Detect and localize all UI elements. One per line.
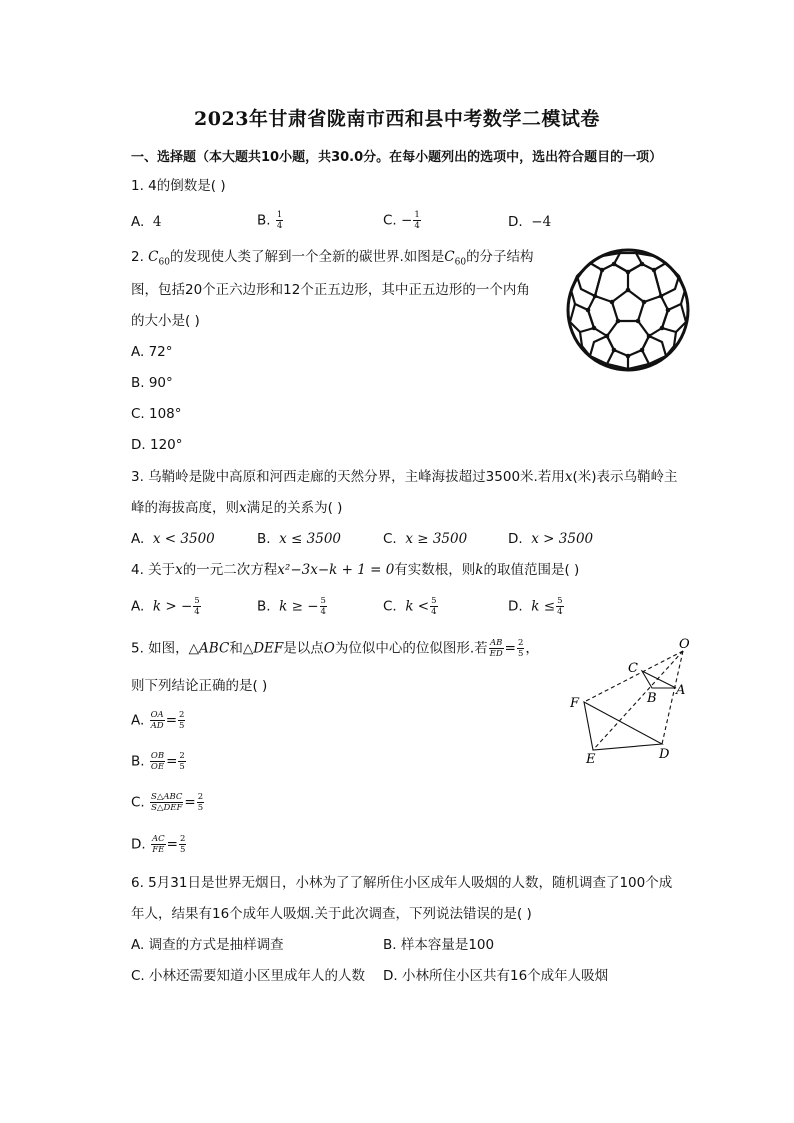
question-5-line-2: 则下列结论正确的是( ) — [131, 678, 268, 694]
question-3-line-1: 3. 乌鞘岭是陇中高原和河西走廊的天然分界，主峰海拔超过3500米.若用x(米)表示乌鞘岭主 — [131, 469, 678, 485]
q5-option-b: B. $\frac{OB}{OE}$ = $\frac{2}{5}$ — [131, 751, 185, 772]
q2-option-c: C. 108° — [131, 406, 182, 422]
q2-option-a: A. 72° — [131, 344, 173, 360]
q3-option-d: D. x > 3500 — [508, 531, 594, 547]
q4-option-a: A. k > − $\frac{5}{4}$ — [131, 596, 200, 617]
label-a: A — [676, 683, 686, 698]
q1-option-c: C. − $\frac{1}{4}$ — [383, 210, 420, 231]
label-e: E — [586, 752, 596, 767]
c60-fullerene-figure — [562, 246, 694, 374]
label-d: D — [659, 747, 670, 762]
q6-option-b: B. 样本容量是100 — [383, 937, 495, 953]
q5-option-a: A. $\frac{OA}{AD}$ = $\frac{2}{5}$ — [131, 710, 185, 731]
q2-option-b: B. 90° — [131, 375, 173, 391]
question-5-line-1: 5. 如图，△ABC和△DEF是以点O为位似中心的位似图形.若 $\frac{AB}{ED}$ = $\frac{2}{5}$ ， — [131, 638, 539, 659]
q3-option-b: B. x ≤ 3500 — [257, 531, 342, 547]
homothety-triangles-figure — [566, 632, 698, 768]
question-4-stem: 4. 关于x的一元二次方程x²−3x−k + 1 = 0有实数根，则k的取值范围是( ) — [131, 562, 580, 578]
question-6-line-2: 年人，结果有16个成年人吸烟.关于此次调查，下列说法错误的是( ) — [131, 906, 532, 922]
label-b: B — [647, 691, 657, 706]
q4-option-d: D. k ≤ $\frac{5}{4}$ — [508, 596, 563, 617]
label-f: F — [570, 696, 580, 711]
question-2-line-2: 图，包括20个正六边形和12个正五边形，其中正五边形的一个内角 — [131, 282, 530, 298]
q3-option-c: C. x ≥ 3500 — [383, 531, 468, 547]
question-3-line-2: 峰的海拔高度，则x满足的关系为( ) — [131, 500, 343, 516]
q5-option-c: C. $\frac{\text{S△ABC}}{\text{S△DEF}}$ = $\frac{2}{5}$ — [131, 792, 204, 813]
page-title: 2023年甘肃省陇南市西和县中考数学二模试卷 — [194, 108, 600, 130]
question-2-line-3: 的大小是( ) — [131, 313, 200, 329]
question-6-line-1: 6. 5月31日是世界无烟日，小林为了了解所住小区成年人吸烟的人数，随机调查了100个成 — [131, 875, 673, 891]
q5-option-d: D. $\frac{AC}{FE}$ = $\frac{2}{5}$ — [131, 834, 186, 855]
q6-option-a: A. 调查的方式是抽样调查 — [131, 937, 284, 953]
q6-option-d: D. 小林所住小区共有16个成年人吸烟 — [383, 968, 609, 984]
section-heading: 一、选择题（本大题共10小题，共30.0分。在每小题列出的选项中，选出符合题目的一项） — [131, 150, 663, 165]
label-c: C — [628, 661, 638, 676]
question-2-line-1: 2. $C_{60}$的发现使人类了解到一个全新的碳世界.如图是$C_{60}$的分子结构 — [131, 249, 534, 268]
q4-option-b: B. k ≥ − $\frac{5}{4}$ — [257, 596, 326, 617]
q3-option-a: A. x < 3500 — [131, 531, 215, 547]
label-o: O — [679, 637, 690, 652]
q1-option-d: D. −4 — [508, 214, 552, 230]
q1-option-b: B. $\frac{1}{4}$ — [257, 210, 283, 231]
q4-option-c: C. k < $\frac{5}{4}$ — [383, 596, 437, 617]
q2-option-d: D. 120° — [131, 437, 183, 453]
q1-option-a: A. 4 — [131, 214, 162, 230]
question-1-stem: 1. 4的倒数是( ) — [131, 178, 226, 194]
q6-option-c: C. 小林还需要知道小区里成年人的人数 — [131, 968, 366, 984]
